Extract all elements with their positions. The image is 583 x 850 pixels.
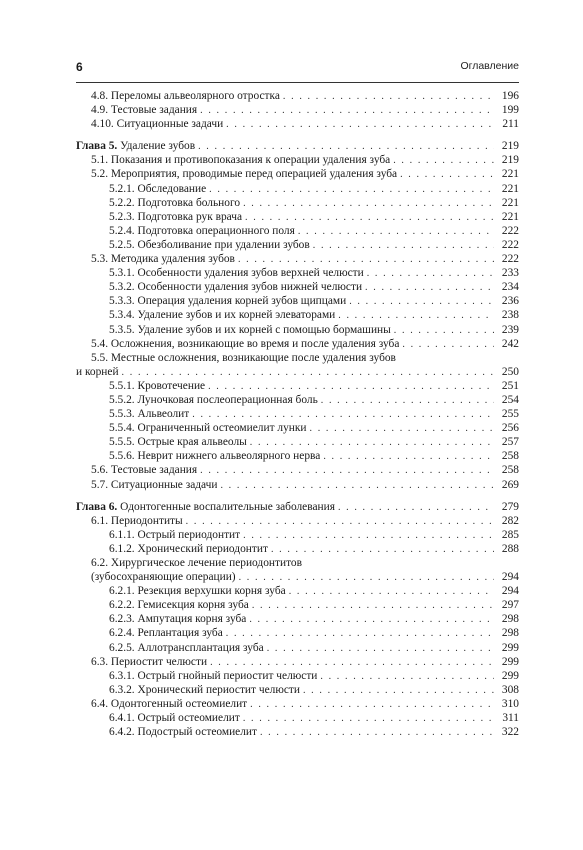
toc-page-number: 236 (501, 295, 519, 308)
chapter-title: Удаление зубов (120, 140, 196, 153)
toc-page-number: 258 (501, 450, 519, 463)
toc-entry-title: 5.2.2. Подготовка больного (109, 196, 241, 209)
toc-entry-title: 6.2.4. Реплантация зуба (109, 627, 223, 640)
toc-page-number: 254 (501, 393, 519, 406)
dot-leader (323, 450, 494, 464)
toc-entry[interactable] (76, 379, 519, 393)
chapter-label: Глава 5. (76, 140, 118, 153)
toc-entry[interactable] (76, 280, 519, 294)
toc-entry[interactable] (76, 337, 519, 351)
toc-entry[interactable] (76, 655, 519, 669)
toc-entry[interactable] (76, 294, 519, 308)
toc-page-number: 219 (501, 140, 519, 153)
dot-leader (310, 422, 494, 436)
dot-leader (122, 366, 494, 380)
chapter-label: Глава 6. (76, 500, 118, 513)
toc-entry-title (76, 500, 335, 514)
toc-page-number: 211 (502, 118, 519, 131)
dot-leader (210, 656, 494, 670)
toc-page-number: 251 (501, 379, 519, 392)
toc-entry[interactable] (76, 117, 519, 131)
toc-entry[interactable] (76, 351, 519, 365)
toc-entry[interactable] (76, 725, 519, 739)
toc-page-number: 299 (501, 641, 519, 654)
toc-entry-title: и корней (76, 365, 119, 378)
toc-entry[interactable] (76, 393, 519, 407)
toc-gap (76, 131, 519, 139)
toc-page-number: 222 (501, 224, 519, 237)
toc-page-number: 269 (501, 478, 519, 491)
toc-page-number: 299 (501, 655, 519, 668)
toc-entry[interactable] (76, 514, 519, 528)
page-number: 6 (76, 60, 83, 74)
toc-entry-title: 5.6. Тестовые задания (91, 464, 198, 477)
toc-page-number: 199 (501, 104, 519, 117)
toc-entry-title: 6.3. Периостит челюсти (91, 655, 208, 668)
toc-entry-title: 6.2.2. Гемисекция корня зуба (109, 599, 249, 612)
toc-entry[interactable] (76, 308, 519, 322)
toc-entry-title: 6.4.1. Острый остеомиелит (109, 712, 240, 725)
toc-entry[interactable] (76, 449, 519, 463)
toc-page-number: 258 (501, 464, 519, 477)
toc-entry-title: 6.1.1. Острый периодонтит (109, 528, 241, 541)
toc-page-number: 299 (501, 669, 519, 682)
dot-leader (208, 380, 494, 394)
toc-entry-title: 5.2.4. Подготовка операционного поля (109, 224, 295, 237)
toc-page-number: 222 (501, 238, 519, 251)
toc-entry[interactable] (76, 669, 519, 683)
dot-leader (245, 211, 494, 225)
dot-leader (321, 394, 494, 408)
toc-page-number: 222 (501, 253, 519, 266)
toc-entry-title: 5.7. Ситуационные задачи (91, 478, 218, 491)
dot-leader (393, 154, 494, 168)
dot-leader (220, 479, 494, 493)
toc-entry[interactable] (76, 407, 519, 421)
toc-entry-title: 5.5.3. Альвеолит (109, 408, 190, 421)
dot-leader (250, 436, 494, 450)
toc-entry[interactable] (76, 478, 519, 492)
toc-entry-title: 5.2. Мероприятия, проводимые перед операцией удаления зуба (91, 168, 398, 181)
dot-leader (400, 168, 494, 182)
toc-page-number: 285 (501, 528, 519, 541)
dot-leader (226, 118, 494, 132)
toc-page-number: 219 (501, 154, 519, 167)
toc-entry-title: 5.1. Показания и противопоказания к операции удаления зуба (91, 154, 391, 167)
toc-page-number: 238 (501, 309, 519, 322)
dot-leader (252, 599, 494, 613)
toc-page-number: 322 (501, 726, 519, 739)
toc-entry-title (76, 139, 195, 153)
chapter-title: Одонтогенные воспалительные заболевания (120, 500, 335, 513)
toc-page-number: 298 (501, 627, 519, 640)
dot-leader (186, 515, 494, 529)
toc-entry-title: 5.3.5. Удаление зубов и их корней с помощью бормашины (109, 323, 391, 336)
toc-page-number: 310 (501, 697, 519, 710)
toc-page-number: 221 (501, 182, 519, 195)
toc-entry-title: 4.10. Ситуационные задачи (91, 118, 224, 131)
toc-entry-title: 5.5.6. Неврит нижнего альвеолярного нерва (109, 450, 321, 463)
toc-entry-title: 6.2. Хирургическое лечение периодонтитов (91, 557, 302, 569)
running-title: Оглавление (460, 60, 519, 72)
toc-entry-title: 5.2.5. Обезболивание при удалении зубов (109, 238, 310, 251)
toc-entry[interactable] (76, 626, 519, 640)
toc-page-number: 311 (502, 712, 519, 725)
toc-page-number: 282 (501, 514, 519, 527)
dot-leader (271, 543, 494, 557)
toc-entry[interactable] (76, 153, 519, 167)
toc-entry[interactable] (76, 421, 519, 435)
dot-leader (200, 104, 494, 118)
toc-page-number: 288 (501, 542, 519, 555)
toc-entry-title: 5.4. Осложнения, возникающие во время и после удаления зуба (91, 337, 400, 350)
toc-entry[interactable] (76, 266, 519, 280)
toc-entry[interactable] (76, 89, 519, 103)
dot-leader (313, 239, 494, 253)
toc-entry[interactable] (76, 196, 519, 210)
dot-leader (283, 90, 494, 104)
toc-entry-title: 6.4. Одонтогенный остеомиелит (91, 697, 248, 710)
toc-page-number: 279 (501, 500, 519, 513)
toc-entry[interactable] (76, 252, 519, 266)
toc-page-number: 196 (501, 90, 519, 102)
toc-entry-title: 5.2.1. Обследование (109, 182, 207, 195)
toc-page-number: 297 (501, 599, 519, 612)
toc-entry-title: 6.3.2. Хронический периостит челюсти (109, 683, 300, 696)
toc-page-number: 239 (501, 323, 519, 336)
dot-leader (226, 627, 494, 641)
toc-entry[interactable] (76, 542, 519, 556)
toc-entry[interactable] (76, 435, 519, 449)
toc-entry-title: 4.9. Тестовые задания (91, 104, 198, 117)
toc-page-number: 294 (501, 571, 519, 584)
toc-page-number: 298 (501, 613, 519, 626)
toc-page-number: 234 (501, 281, 519, 294)
toc-entry[interactable] (76, 238, 519, 252)
dot-leader (338, 309, 494, 323)
toc-entry-title: 5.5.2. Луночковая послеоперационная боль (109, 393, 318, 406)
toc-entry-title: 5.3. Методика удаления зубов (91, 253, 235, 266)
toc-entry-title: 6.3.1. Острый гнойный периостит челюсти (109, 669, 318, 682)
dot-leader (349, 295, 494, 309)
dot-leader (260, 726, 494, 740)
toc-entry-title: 5.5.5. Острые края альвеолы (109, 436, 247, 449)
header-rule (76, 82, 519, 83)
toc-entry[interactable] (76, 167, 519, 181)
dot-leader (289, 585, 494, 599)
table-of-contents (76, 89, 519, 739)
toc-entry-title: 6.1.2. Хронический периодонтит (109, 542, 268, 555)
toc-entry[interactable] (76, 210, 519, 224)
toc-entry-title: 6.2.1. Резекция верхушки корня зуба (109, 585, 286, 598)
toc-entry[interactable] (76, 556, 519, 570)
toc-page-number: 308 (501, 683, 519, 696)
dot-leader (303, 684, 494, 698)
toc-entry[interactable] (76, 598, 519, 612)
toc-entry[interactable] (76, 365, 519, 379)
toc-entry-title: 6.2.5. Аллотрансплантация зуба (109, 641, 264, 654)
toc-entry-title: 6.2.3. Ампутация корня зуба (109, 613, 247, 626)
dot-leader (298, 225, 494, 239)
toc-entry[interactable] (76, 224, 519, 238)
dot-leader (243, 197, 494, 211)
toc-entry[interactable] (76, 528, 519, 542)
dot-leader (249, 613, 494, 627)
toc-gap (76, 492, 519, 500)
toc-entry-title: (зубосохраняющие операции) (91, 571, 236, 584)
toc-entry[interactable] (76, 683, 519, 697)
dot-leader (367, 267, 494, 281)
toc-entry-title: 5.3.3. Операция удаления корней зубов щипцами (109, 295, 347, 308)
toc-entry-title: 6.4.2. Подострый остеомиелит (109, 726, 257, 739)
toc-entry-title: 4.8. Переломы альвеолярного отростка (91, 90, 280, 102)
toc-page-number: 221 (501, 168, 519, 181)
toc-entry-title: 6.1. Периодонтиты (91, 514, 183, 527)
toc-entry[interactable] (76, 463, 519, 477)
toc-chapter-entry[interactable] (76, 500, 519, 514)
toc-entry-title: 5.5.4. Ограниченный остеомиелит лунки (109, 422, 307, 435)
toc-page-number: 233 (501, 267, 519, 280)
dot-leader (243, 712, 494, 726)
dot-leader (394, 324, 494, 338)
dot-leader (320, 670, 494, 684)
toc-entry-title: 5.5.1. Кровотечение (109, 379, 206, 392)
toc-entry-title: 5.3.4. Удаление зубов и их корней элеваторами (109, 309, 336, 322)
dot-leader (238, 253, 494, 267)
toc-entry-title: 5.3.2. Особенности удаления зубов нижней челюсти (109, 281, 363, 294)
toc-entry[interactable] (76, 103, 519, 117)
toc-page-number: 221 (501, 210, 519, 223)
toc-page-number: 250 (501, 365, 519, 378)
toc-entry[interactable] (76, 612, 519, 626)
dot-leader (209, 183, 494, 197)
toc-page-number: 221 (501, 196, 519, 209)
toc-entry[interactable] (76, 711, 519, 725)
toc-page-number: 294 (501, 585, 519, 598)
running-header (76, 60, 519, 76)
toc-chapter-entry[interactable] (76, 139, 519, 153)
toc-entry-title: 5.2.3. Подготовка рук врача (109, 210, 243, 223)
dot-leader (239, 571, 494, 585)
toc-entry-title: 5.3.1. Особенности удаления зубов верхней челюсти (109, 267, 364, 280)
toc-entry[interactable] (76, 641, 519, 655)
dot-leader (365, 281, 494, 295)
dot-leader (200, 464, 494, 478)
dot-leader (338, 501, 494, 515)
dot-leader (192, 408, 494, 422)
toc-entry[interactable] (76, 570, 519, 584)
dot-leader (267, 642, 494, 656)
toc-entry-title: 5.5. Местные осложнения, возникающие после удаления зубов (91, 351, 396, 364)
toc-page-number: 255 (501, 408, 519, 421)
toc-entry[interactable] (76, 182, 519, 196)
toc-page-number: 257 (501, 436, 519, 449)
toc-page-number: 256 (501, 422, 519, 435)
dot-leader (198, 140, 494, 154)
toc-entry[interactable] (76, 697, 519, 711)
dot-leader (250, 698, 494, 712)
dot-leader (402, 338, 494, 352)
toc-page-number: 242 (501, 337, 519, 350)
toc-entry[interactable] (76, 584, 519, 598)
dot-leader (243, 529, 494, 543)
toc-entry[interactable] (76, 323, 519, 337)
